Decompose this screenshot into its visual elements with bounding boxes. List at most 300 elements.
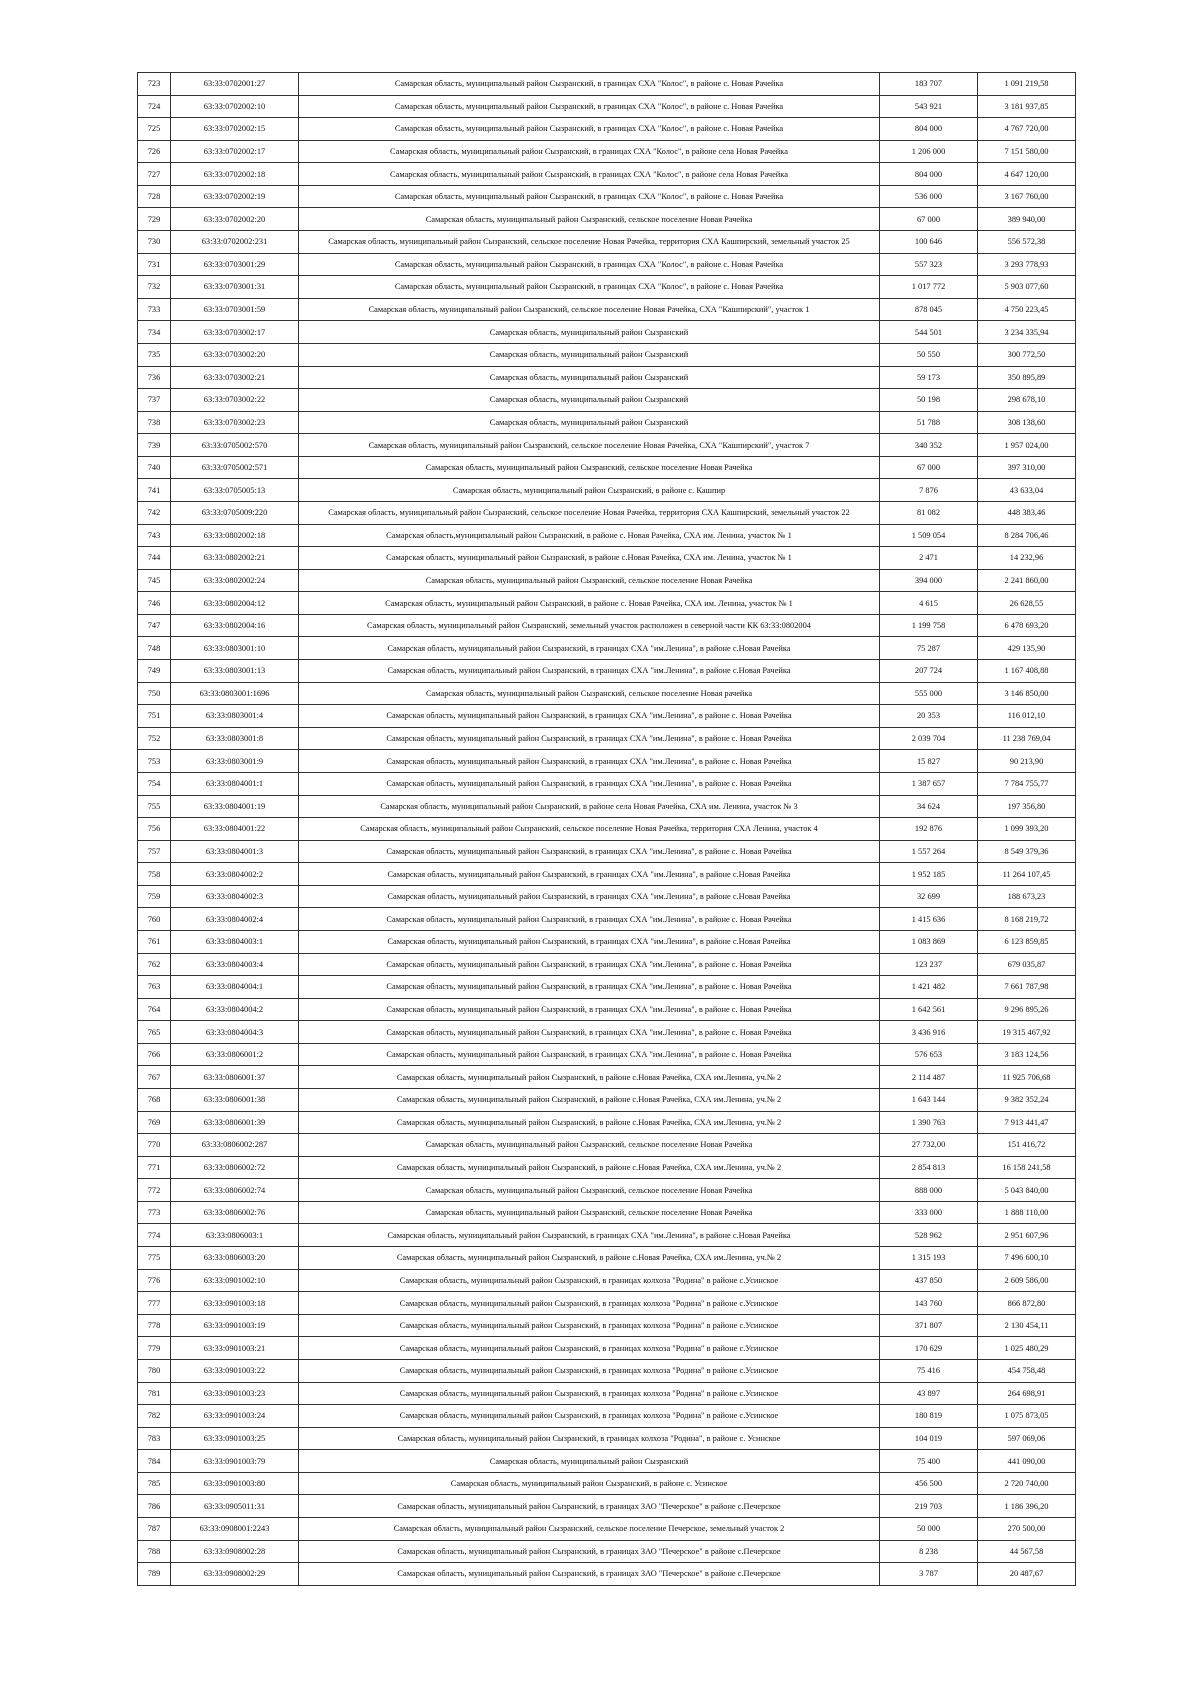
area-cell: 192 876 (880, 818, 978, 841)
area-cell: 528 962 (880, 1224, 978, 1247)
cadastral-value-cell: 298 678,10 (978, 389, 1076, 412)
cadastral-value-cell: 679 035,87 (978, 953, 1076, 976)
area-cell: 7 876 (880, 479, 978, 502)
row-number-cell: 731 (138, 253, 171, 276)
table-row (138, 1518, 1076, 1541)
address-cell: Самарская область, муниципальный район Сызранский, в районе с. Новая Рачейка, СХА им. Ленина, участок № 1 (299, 592, 880, 615)
address-cell: Самарская область, муниципальный район Сызранский, в районе с. Усинское (299, 1472, 880, 1495)
address-cell: Самарская область, муниципальный район Сызранский, в границах колхоза "Родина" в районе с.Усинское (299, 1292, 880, 1315)
cadastral-value-cell: 3 234 335,94 (978, 321, 1076, 344)
cadastral-number-cell: 63:33:0804003:4 (171, 953, 299, 976)
table-row (138, 1179, 1076, 1202)
address-cell: Самарская область, муниципальный район Сызранский, в районе с.Новая Рачейка, СХА им.Ленина, уч.№ 2 (299, 1089, 880, 1112)
table-row (138, 930, 1076, 953)
area-cell: 878 045 (880, 298, 978, 321)
table-row (138, 1111, 1076, 1134)
area-cell: 1 952 185 (880, 863, 978, 886)
cadastral-value-cell: 19 315 467,92 (978, 1021, 1076, 1044)
cadastral-value-cell: 1 075 873,05 (978, 1405, 1076, 1428)
cadastral-number-cell: 63:33:0702002:17 (171, 140, 299, 163)
row-number-cell: 739 (138, 434, 171, 457)
area-cell: 104 019 (880, 1427, 978, 1450)
cadastral-value-cell: 43 633,04 (978, 479, 1076, 502)
cadastral-number-cell: 63:33:0703002:21 (171, 366, 299, 389)
address-cell: Самарская область, муниципальный район Сызранский, сельское поселение Новая Рачейка, СХА "Кашпирский", участок 1 (299, 298, 880, 321)
row-number-cell: 771 (138, 1156, 171, 1179)
cadastral-value-cell: 3 181 937,85 (978, 95, 1076, 118)
address-cell: Самарская область, муниципальный район Сызранский, в границах колхоза "Родина", в районе с. Усинское (299, 1427, 880, 1450)
row-number-cell: 781 (138, 1382, 171, 1405)
cadastral-number-cell: 63:33:0703001:31 (171, 276, 299, 299)
cadastral-number-cell: 63:33:0901003:80 (171, 1472, 299, 1495)
cadastral-number-cell: 63:33:0702002:18 (171, 163, 299, 186)
address-cell: Самарская область, муниципальный район Сызранский (299, 1450, 880, 1473)
cadastral-value-cell: 2 609 586,00 (978, 1269, 1076, 1292)
address-cell: Самарская область, муниципальный район Сызранский, в границах СХА "им.Ленина", в районе с.Новая Рачейка (299, 1224, 880, 1247)
table-row (138, 479, 1076, 502)
table-row (138, 321, 1076, 344)
area-cell: 1 643 144 (880, 1089, 978, 1112)
cadastral-number-cell: 63:33:0901003:19 (171, 1314, 299, 1337)
address-cell: Самарская область, муниципальный район Сызранский, в районе с.Новая Рачейка, СХА им.Ленина, уч.№ 2 (299, 1247, 880, 1270)
cadastral-number-cell: 63:33:0908002:28 (171, 1540, 299, 1563)
row-number-cell: 778 (138, 1314, 171, 1337)
cadastral-number-cell: 63:33:0804004:2 (171, 998, 299, 1021)
address-cell: Самарская область, муниципальный район Сызранский, в границах колхоза "Родина" в районе с.Усинское (299, 1359, 880, 1382)
cadastral-value-cell: 116 012,10 (978, 705, 1076, 728)
address-cell: Самарская область, муниципальный район Сызранский (299, 321, 880, 344)
table-row (138, 1066, 1076, 1089)
table-row (138, 1247, 1076, 1270)
cadastral-number-cell: 63:33:0901003:25 (171, 1427, 299, 1450)
address-cell: Самарская область, муниципальный район Сызранский, в границах СХА "им.Ленина", в районе с. Новая Рачейка (299, 1043, 880, 1066)
area-cell: 544 501 (880, 321, 978, 344)
cadastral-value-cell: 9 382 352,24 (978, 1089, 1076, 1112)
cadastral-value-cell: 441 090,00 (978, 1450, 1076, 1473)
address-cell: Самарская область, муниципальный район Сызранский, в границах колхоза "Родина" в районе с.Усинское (299, 1269, 880, 1292)
area-cell: 1 642 561 (880, 998, 978, 1021)
table-row (138, 840, 1076, 863)
row-number-cell: 770 (138, 1134, 171, 1157)
row-number-cell: 746 (138, 592, 171, 615)
address-cell: Самарская область, муниципальный район Сызранский, в границах СХА "им.Ленина", в районе с.Новая Рачейка (299, 660, 880, 683)
row-number-cell: 769 (138, 1111, 171, 1134)
cadastral-value-cell: 11 925 706,68 (978, 1066, 1076, 1089)
cadastral-value-cell: 1 167 408,88 (978, 660, 1076, 683)
area-cell: 804 000 (880, 163, 978, 186)
cadastral-number-cell: 63:33:0802004:16 (171, 614, 299, 637)
table-row (138, 660, 1076, 683)
area-cell: 1 421 482 (880, 976, 978, 999)
address-cell: Самарская область, муниципальный район Сызранский, в границах СХА "им.Ленина", в районе с. Новая Рачейка (299, 976, 880, 999)
table-row (138, 863, 1076, 886)
row-number-cell: 776 (138, 1269, 171, 1292)
cadastral-value-cell: 429 135,90 (978, 637, 1076, 660)
cadastral-number-cell: 63:33:0901003:79 (171, 1450, 299, 1473)
cadastral-number-cell: 63:33:0901003:21 (171, 1337, 299, 1360)
address-cell: Самарская область, муниципальный район Сызранский (299, 343, 880, 366)
area-cell: 1 199 758 (880, 614, 978, 637)
address-cell: Самарская область, муниципальный район Сызранский, сельское поселение Новая Рачейка (299, 208, 880, 231)
cadastral-value-cell: 1 099 393,20 (978, 818, 1076, 841)
area-cell: 143 760 (880, 1292, 978, 1315)
cadastral-number-cell: 63:33:0901003:24 (171, 1405, 299, 1428)
table-row (138, 795, 1076, 818)
area-cell: 51 788 (880, 411, 978, 434)
address-cell: Самарская область, муниципальный район Сызранский, в границах СХА "Колос", в районе села Новая Рачейка (299, 140, 880, 163)
row-number-cell: 768 (138, 1089, 171, 1112)
row-number-cell: 726 (138, 140, 171, 163)
row-number-cell: 743 (138, 524, 171, 547)
cadastral-number-cell: 63:33:0804001:19 (171, 795, 299, 818)
table-row (138, 1382, 1076, 1405)
row-number-cell: 766 (138, 1043, 171, 1066)
cadastral-number-cell: 63:33:0806002:287 (171, 1134, 299, 1157)
address-cell: Самарская область, муниципальный район Сызранский, в границах СХА "Колос", в районе с. Новая Рачейка (299, 118, 880, 141)
table-row (138, 885, 1076, 908)
area-cell: 2 114 487 (880, 1066, 978, 1089)
cadastral-value-cell: 7 784 755,77 (978, 772, 1076, 795)
table-row (138, 908, 1076, 931)
area-cell: 2 039 704 (880, 727, 978, 750)
area-cell: 1 206 000 (880, 140, 978, 163)
row-number-cell: 787 (138, 1518, 171, 1541)
table-row (138, 705, 1076, 728)
table-row (138, 1134, 1076, 1157)
cadastral-value-cell: 188 673,23 (978, 885, 1076, 908)
cadastral-number-cell: 63:33:0804004:1 (171, 976, 299, 999)
area-cell: 437 850 (880, 1269, 978, 1292)
table-row (138, 1201, 1076, 1224)
cadastral-value-cell: 44 567,58 (978, 1540, 1076, 1563)
row-number-cell: 727 (138, 163, 171, 186)
row-number-cell: 785 (138, 1472, 171, 1495)
cadastral-number-cell: 63:33:0705002:571 (171, 456, 299, 479)
area-cell: 2 471 (880, 547, 978, 570)
cadastral-value-cell: 1 957 024,00 (978, 434, 1076, 457)
cadastral-value-cell: 11 238 769,04 (978, 727, 1076, 750)
table-row (138, 1563, 1076, 1586)
area-cell: 20 353 (880, 705, 978, 728)
cadastral-value-cell: 448 383,46 (978, 501, 1076, 524)
row-number-cell: 784 (138, 1450, 171, 1473)
cadastral-value-cell: 1 186 396,20 (978, 1495, 1076, 1518)
table-row (138, 366, 1076, 389)
cadastral-value-cell: 3 183 124,56 (978, 1043, 1076, 1066)
cadastral-number-cell: 63:33:0901003:23 (171, 1382, 299, 1405)
area-cell: 43 897 (880, 1382, 978, 1405)
table-row (138, 1314, 1076, 1337)
table-row (138, 976, 1076, 999)
row-number-cell: 730 (138, 231, 171, 254)
row-number-cell: 779 (138, 1337, 171, 1360)
cadastral-value-cell: 270 500,00 (978, 1518, 1076, 1541)
cadastral-number-cell: 63:33:0702002:15 (171, 118, 299, 141)
area-cell: 394 000 (880, 569, 978, 592)
row-number-cell: 736 (138, 366, 171, 389)
cadastral-number-cell: 63:33:0703002:20 (171, 343, 299, 366)
address-cell: Самарская область, муниципальный район Сызранский, в границах СХА "Колос", в районе с. Новая Рачейка (299, 73, 880, 96)
area-cell: 557 323 (880, 253, 978, 276)
row-number-cell: 741 (138, 479, 171, 502)
area-cell: 340 352 (880, 434, 978, 457)
table-row (138, 1540, 1076, 1563)
area-cell: 543 921 (880, 95, 978, 118)
area-cell: 100 646 (880, 231, 978, 254)
row-number-cell: 748 (138, 637, 171, 660)
cadastral-value-cell: 2 130 454,11 (978, 1314, 1076, 1337)
cadastral-value-cell: 350 895,89 (978, 366, 1076, 389)
address-cell: Самарская область, муниципальный район Сызранский, в границах СХА "им.Ленина", в районе с. Новая Рачейка (299, 998, 880, 1021)
area-cell: 3 436 916 (880, 1021, 978, 1044)
cadastral-number-cell: 63:33:0806001:37 (171, 1066, 299, 1089)
address-cell: Самарская область, муниципальный район Сызранский, в границах ЗАО "Печерское" в районе с.Печерское (299, 1540, 880, 1563)
cadastral-value-cell: 8 168 219,72 (978, 908, 1076, 931)
cadastral-number-cell: 63:33:0703001:59 (171, 298, 299, 321)
row-number-cell: 733 (138, 298, 171, 321)
land-parcel-table (137, 72, 1076, 1586)
area-cell: 536 000 (880, 185, 978, 208)
row-number-cell: 758 (138, 863, 171, 886)
table-body (138, 73, 1076, 1586)
cadastral-value-cell: 7 661 787,98 (978, 976, 1076, 999)
cadastral-number-cell: 63:33:0806003:1 (171, 1224, 299, 1247)
area-cell: 180 819 (880, 1405, 978, 1428)
cadastral-value-cell: 9 296 895,26 (978, 998, 1076, 1021)
area-cell: 4 615 (880, 592, 978, 615)
cadastral-number-cell: 63:33:0804004:3 (171, 1021, 299, 1044)
address-cell: Самарская область, муниципальный район Сызранский, в границах СХА "Колос", в районе с. Новая Рачейка (299, 276, 880, 299)
cadastral-number-cell: 63:33:0806001:2 (171, 1043, 299, 1066)
table-row (138, 818, 1076, 841)
address-cell: Самарская область, муниципальный район Сызранский, в границах СХА "им.Ленина", в районе с. Новая Рачейка (299, 1021, 880, 1044)
cadastral-value-cell: 308 138,60 (978, 411, 1076, 434)
address-cell: Самарская область, муниципальный район Сызранский, в районе с.Новая Рачейка, СХА им. Ленина, участок № 1 (299, 547, 880, 570)
row-number-cell: 728 (138, 185, 171, 208)
row-number-cell: 762 (138, 953, 171, 976)
cadastral-number-cell: 63:33:0802002:21 (171, 547, 299, 570)
table-row (138, 1472, 1076, 1495)
cadastral-value-cell: 389 940,00 (978, 208, 1076, 231)
row-number-cell: 761 (138, 930, 171, 953)
address-cell: Самарская область, муниципальный район Сызранский, в границах колхоза "Родина" в районе с.Усинское (299, 1337, 880, 1360)
table-row (138, 1156, 1076, 1179)
address-cell: Самарская область, муниципальный район Сызранский, в границах колхоза "Родина" в районе с.Усинское (299, 1314, 880, 1337)
address-cell: Самарская область, муниципальный район Сызранский, в границах СХА "им.Ленина", в районе с.Новая Рачейка (299, 637, 880, 660)
table-row (138, 592, 1076, 615)
cadastral-number-cell: 63:33:0802004:12 (171, 592, 299, 615)
cadastral-number-cell: 63:33:0803001:4 (171, 705, 299, 728)
area-cell: 1 557 264 (880, 840, 978, 863)
cadastral-value-cell: 7 496 600,10 (978, 1247, 1076, 1270)
address-cell: Самарская область, муниципальный район Сызранский, в границах СХА "им.Ленина", в районе с. Новая Рачейка (299, 953, 880, 976)
row-number-cell: 752 (138, 727, 171, 750)
row-number-cell: 764 (138, 998, 171, 1021)
address-cell: Самарская область, муниципальный район Сызранский, сельское поселение Новая Рачейка (299, 1179, 880, 1202)
row-number-cell: 729 (138, 208, 171, 231)
area-cell: 1 017 772 (880, 276, 978, 299)
row-number-cell: 735 (138, 343, 171, 366)
cadastral-number-cell: 63:33:0806003:20 (171, 1247, 299, 1270)
cadastral-number-cell: 63:33:0802002:18 (171, 524, 299, 547)
area-cell: 59 173 (880, 366, 978, 389)
cadastral-value-cell: 397 310,00 (978, 456, 1076, 479)
table-row (138, 118, 1076, 141)
address-cell: Самарская область, муниципальный район Сызранский, в границах СХА "им.Ленина", в районе с. Новая Рачейка (299, 908, 880, 931)
area-cell: 2 854 813 (880, 1156, 978, 1179)
table-row (138, 501, 1076, 524)
row-number-cell: 786 (138, 1495, 171, 1518)
row-number-cell: 737 (138, 389, 171, 412)
table-row (138, 569, 1076, 592)
address-cell: Самарская область, муниципальный район Сызранский, в районе села Новая Рачейка, СХА им. Ленина, участок № 3 (299, 795, 880, 818)
address-cell: Самарская область, муниципальный район Сызранский, в границах СХА "им.Ленина", в районе с.Новая Рачейка (299, 930, 880, 953)
row-number-cell: 772 (138, 1179, 171, 1202)
cadastral-value-cell: 3 293 778,93 (978, 253, 1076, 276)
table-row (138, 953, 1076, 976)
cadastral-value-cell: 26 628,55 (978, 592, 1076, 615)
cadastral-number-cell: 63:33:0702001:27 (171, 73, 299, 96)
table-row (138, 411, 1076, 434)
area-cell: 1 387 657 (880, 772, 978, 795)
cadastral-number-cell: 63:33:0905011:31 (171, 1495, 299, 1518)
table-row (138, 614, 1076, 637)
area-cell: 371 807 (880, 1314, 978, 1337)
address-cell: Самарская область, муниципальный район Сызранский, сельское поселение Новая Рачейка (299, 1134, 880, 1157)
table-row (138, 1405, 1076, 1428)
cadastral-value-cell: 300 772,50 (978, 343, 1076, 366)
address-cell: Самарская область, муниципальный район Сызранский, в границах СХА "им.Ленина", в районе с. Новая Рачейка (299, 705, 880, 728)
area-cell: 32 699 (880, 885, 978, 908)
row-number-cell: 759 (138, 885, 171, 908)
row-number-cell: 757 (138, 840, 171, 863)
table-row (138, 772, 1076, 795)
cadastral-number-cell: 63:33:0908002:29 (171, 1563, 299, 1586)
cadastral-value-cell: 5 903 077,60 (978, 276, 1076, 299)
row-number-cell: 744 (138, 547, 171, 570)
address-cell: Самарская область, муниципальный район Сызранский, в границах СХА "Колос", в районе с. Новая Рачейка (299, 253, 880, 276)
area-cell: 15 827 (880, 750, 978, 773)
cadastral-number-cell: 63:33:0806001:38 (171, 1089, 299, 1112)
row-number-cell: 782 (138, 1405, 171, 1428)
cadastral-value-cell: 1 091 219,58 (978, 73, 1076, 96)
row-number-cell: 755 (138, 795, 171, 818)
address-cell: Самарская область, муниципальный район Сызранский, в районе с. Кашпир (299, 479, 880, 502)
area-cell: 170 629 (880, 1337, 978, 1360)
address-cell: Самарская область, муниципальный район Сызранский, в границах ЗАО "Печерское" в районе с.Печерское (299, 1563, 880, 1586)
cadastral-number-cell: 63:33:0705002:570 (171, 434, 299, 457)
cadastral-number-cell: 63:33:0803001:1696 (171, 682, 299, 705)
address-cell: Самарская область, муниципальный район Сызранский, сельское поселение Новая Рачейка, СХА "Кашпирский", участок 7 (299, 434, 880, 457)
cadastral-value-cell: 4 647 120,00 (978, 163, 1076, 186)
cadastral-number-cell: 63:33:0703002:22 (171, 389, 299, 412)
address-cell: Самарская область, муниципальный район Сызранский, сельское поселение Новая Рачейка, территория СХА Ленина, участок 4 (299, 818, 880, 841)
table-row (138, 682, 1076, 705)
table-row (138, 1043, 1076, 1066)
area-cell: 183 707 (880, 73, 978, 96)
row-number-cell: 780 (138, 1359, 171, 1382)
table-row (138, 1495, 1076, 1518)
address-cell: Самарская область, муниципальный район Сызранский, в границах СХА "им.Ленина", в районе с.Новая Рачейка (299, 885, 880, 908)
cadastral-value-cell: 5 043 840,00 (978, 1179, 1076, 1202)
table-row (138, 456, 1076, 479)
address-cell: Самарская область, муниципальный район Сызранский, в границах колхоза "Родина" в районе с.Усинское (299, 1405, 880, 1428)
table-row (138, 524, 1076, 547)
address-cell: Самарская область,муниципальный район Сызранский, в районе с. Новая Рачейка, СХА им. Ленина, участок № 1 (299, 524, 880, 547)
row-number-cell: 777 (138, 1292, 171, 1315)
row-number-cell: 742 (138, 501, 171, 524)
cadastral-value-cell: 197 356,80 (978, 795, 1076, 818)
row-number-cell: 747 (138, 614, 171, 637)
cadastral-number-cell: 63:33:0804002:3 (171, 885, 299, 908)
cadastral-number-cell: 63:33:0702002:19 (171, 185, 299, 208)
row-number-cell: 756 (138, 818, 171, 841)
row-number-cell: 750 (138, 682, 171, 705)
area-cell: 67 000 (880, 208, 978, 231)
table-row (138, 253, 1076, 276)
area-cell: 75 400 (880, 1450, 978, 1473)
area-cell: 1 390 763 (880, 1111, 978, 1134)
address-cell: Самарская область, муниципальный район Сызранский, в районе с.Новая Рачейка, СХА им.Ленина, уч.№ 2 (299, 1156, 880, 1179)
address-cell: Самарская область, муниципальный район Сызранский, сельское поселение Новая Рачейка (299, 456, 880, 479)
cadastral-number-cell: 63:33:0901003:18 (171, 1292, 299, 1315)
cadastral-value-cell: 20 487,67 (978, 1563, 1076, 1586)
area-cell: 123 237 (880, 953, 978, 976)
table-row (138, 185, 1076, 208)
cadastral-value-cell: 7 151 580,00 (978, 140, 1076, 163)
cadastral-number-cell: 63:33:0901002:10 (171, 1269, 299, 1292)
cadastral-value-cell: 3 167 760,00 (978, 185, 1076, 208)
cadastral-value-cell: 2 241 860,00 (978, 569, 1076, 592)
address-cell: Самарская область, муниципальный район Сызранский, в границах ЗАО "Печерское" в районе с.Печерское (299, 1495, 880, 1518)
area-cell: 333 000 (880, 1201, 978, 1224)
cadastral-number-cell: 63:33:0702002:10 (171, 95, 299, 118)
area-cell: 67 000 (880, 456, 978, 479)
table-row (138, 298, 1076, 321)
row-number-cell: 788 (138, 1540, 171, 1563)
table-row (138, 231, 1076, 254)
table-row (138, 1427, 1076, 1450)
row-number-cell: 724 (138, 95, 171, 118)
row-number-cell: 774 (138, 1224, 171, 1247)
address-cell: Самарская область, муниципальный район Сызранский, в границах СХА "Колос", в районе с. Новая Рачейка (299, 95, 880, 118)
area-cell: 804 000 (880, 118, 978, 141)
cadastral-value-cell: 11 264 107,45 (978, 863, 1076, 886)
table-row (138, 95, 1076, 118)
row-number-cell: 775 (138, 1247, 171, 1270)
cadastral-value-cell: 2 951 607,96 (978, 1224, 1076, 1247)
table-row (138, 163, 1076, 186)
row-number-cell: 745 (138, 569, 171, 592)
area-cell: 75 416 (880, 1359, 978, 1382)
row-number-cell: 767 (138, 1066, 171, 1089)
area-cell: 27 732,00 (880, 1134, 978, 1157)
table-row (138, 208, 1076, 231)
area-cell: 1 315 193 (880, 1247, 978, 1270)
cadastral-number-cell: 63:33:0804003:1 (171, 930, 299, 953)
address-cell: Самарская область, муниципальный район Сызранский, в районе с.Новая Рачейка, СХА им.Ленина, уч.№ 2 (299, 1111, 880, 1134)
cadastral-number-cell: 63:33:0705009:220 (171, 501, 299, 524)
cadastral-value-cell: 151 416,72 (978, 1134, 1076, 1157)
row-number-cell: 763 (138, 976, 171, 999)
address-cell: Самарская область, муниципальный район Сызранский, сельское поселение Новая Рачейка (299, 1201, 880, 1224)
cadastral-value-cell: 597 069,06 (978, 1427, 1076, 1450)
address-cell: Самарская область, муниципальный район Сызранский, земельный участок расположен в северной части КК 63:33:0802004 (299, 614, 880, 637)
address-cell: Самарская область, муниципальный район Сызранский, в границах СХА "им.Ленина", в районе с. Новая Рачейка (299, 840, 880, 863)
area-cell: 1 509 054 (880, 524, 978, 547)
area-cell: 576 653 (880, 1043, 978, 1066)
table-row (138, 434, 1076, 457)
